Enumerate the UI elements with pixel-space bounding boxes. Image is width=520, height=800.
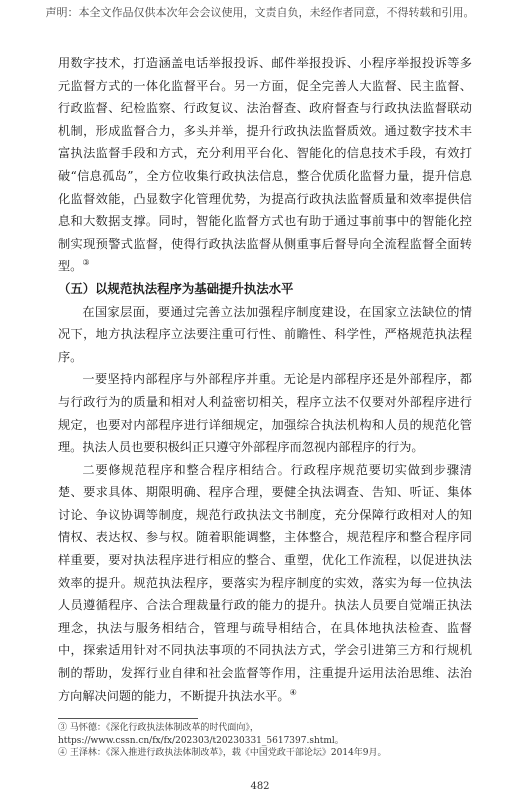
footnote (58, 722, 472, 747)
footnote-divider (58, 718, 198, 719)
footnote-mark: ③ (58, 723, 68, 733)
footnote-mark: ④ (58, 748, 68, 758)
footnote-text: 王泽林：《深入推进行政执法体制改革》，载《中国党政干部论坛》2014年9月。 (69, 748, 387, 758)
section-heading: （五）以规范执法程序为基础提升执法水平 (58, 280, 294, 296)
body-paragraph (58, 368, 472, 458)
footnote (58, 747, 472, 760)
copyright-notice: 声明：本全文作品仅供本次年会会议使用，文责自负，未经作者同意，不得转载和引用。 (45, 6, 475, 19)
footnote-ref[interactable]: ③ (82, 258, 90, 268)
body-text (58, 52, 472, 707)
page-number: 482 (250, 781, 270, 792)
paragraph-text: 在国家层面，要通过完善立法加强程序制度建设，在国家立法缺位的情况下，地方执法程序立法要注重可行性、前瞻性、科学性，严格规范执法程序。 (58, 304, 472, 364)
paragraph-text: 一要坚持内部程序与外部程序并重。无论是内部程序还是外部程序，都与行政行为的质量和相对人利益密切相关，程序立法不仅要对外部程序进行规定，也要对内部程序进行详细规定，加强综合执法机构和人员的规范化管理。执法人员也要积极纠正只遵守外部程序而忽视内部程序的行为。 (58, 372, 472, 455)
footnote-ref[interactable]: ④ (289, 687, 297, 697)
body-paragraph (58, 459, 472, 708)
footnote-text: 马怀德：《深化行政执法体制改革的时代面向》，https://www.cssn.cn/fx/fx/202303/t20230331_5617397.shtml。 (58, 723, 344, 746)
body-paragraph (58, 52, 472, 278)
paragraph-text: 用数字技术，打造涵盖电话举报投诉、邮件举报投诉、小程序举报投诉等多元监督方式的一体化监督平台。另一方面，促全完善人大监督、民主监督、行政监督、纪检监察、行政复议、法治督查、政府督查与行政执法监督联动机制，形成监督合力，多头并举，提升行政执法监督质效。通过数字技术丰富执法监督手段和方式，充分利用平台化、智能化的信息技术手段，有效打破“信息孤岛”，全方位收集行政执法信息，整合优质化监督力量，提升信息化监督效能，凸显数字化管理优势，为提高行政执法监督质量和效率提供信息和大数据支撑。同时，智能化监督方式也有助于通过事前事中的智能化控制实现预警式监督，使得行政执法监督从侧重事后督导向全流程监督全面转型。 (58, 56, 472, 274)
paragraph-text: 二要修规范程序和整合程序相结合。行政程序规范要切实做到步骤清楚、要求具体、期限明确、程序合理，要健全执法调查、告知、听证、集体讨论、争议协调等制度，规范行政执法文书制度，充分保障行政相对人的知情权、表达权、参与权。随着职能调整，主体整合，规范程序和整合程序同样重要，要对执法程序进行相应的整合、重塑，优化工作流程，以促进执法效率的提升。规范执法程序，要落实为程序制度的实效，落实为每一位执法人员遵循程序、合法合理裁量行政的能力的提升。执法人员要自觉端正执法理念，执法与服务相结合，管理与疏导相结合，在具体地执法检查、监督中，探索适用针对不同执法事项的不同执法方式，学会引进第三方和行规机制的帮助，发挥行业自律和社会监督等作用，注重提升运用法治思维、法治方向解决问题的能力，不断提升执法水平。 (58, 462, 472, 703)
footnotes (58, 722, 472, 760)
body-paragraph (58, 301, 472, 369)
